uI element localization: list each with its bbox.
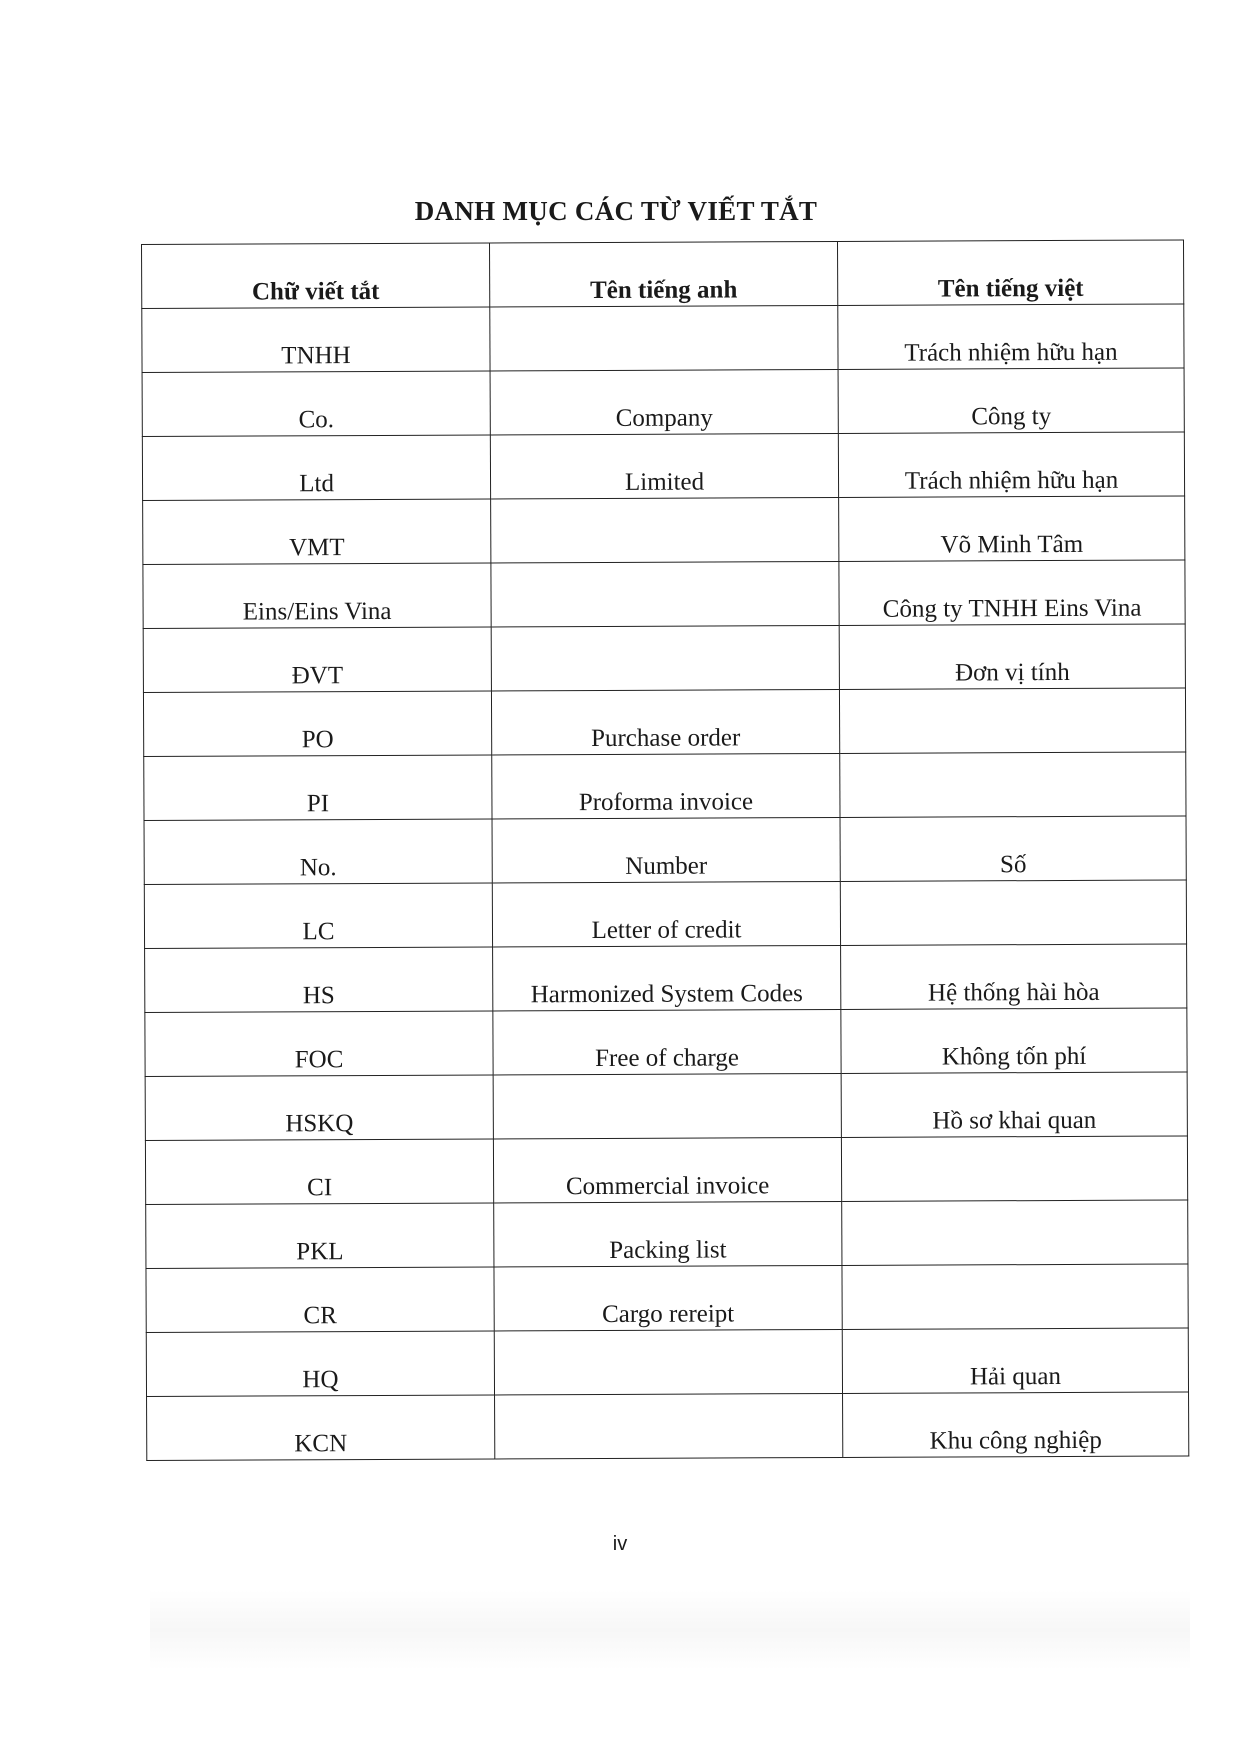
cell-abbreviation: No. [144, 819, 492, 885]
cell-abbreviation: VMT [143, 499, 491, 565]
cell-english-name [490, 305, 838, 371]
scan-artifact [150, 1590, 1190, 1670]
table-row [143, 624, 1185, 693]
page-title-text: DANH MỤC CÁC TỪ VIẾT TẮT [414, 196, 818, 226]
cell-abbreviation: HS [145, 947, 493, 1013]
cell-abbreviation: CR [146, 1267, 494, 1333]
table-row [146, 1200, 1188, 1269]
table-row [142, 432, 1184, 501]
table-row [145, 944, 1187, 1013]
cell-english-name: Letter of credit [492, 881, 840, 947]
cell-abbreviation: TNHH [142, 307, 490, 373]
header-vietnamese-name: Tên tiếng việt [837, 240, 1183, 306]
cell-vietnamese-name [840, 752, 1186, 818]
cell-english-name [494, 1329, 842, 1395]
abbreviations-table [141, 239, 1189, 1461]
cell-vietnamese-name [839, 688, 1185, 754]
table-row [146, 1328, 1188, 1397]
table-row [143, 688, 1185, 757]
page-title [0, 196, 1240, 227]
cell-english-name: Limited [490, 433, 838, 499]
cell-vietnamese-name: Trách nhiệm hữu hạn [838, 304, 1184, 370]
cell-abbreviation: PI [144, 755, 492, 821]
cell-english-name [491, 625, 839, 691]
cell-english-name [493, 1073, 841, 1139]
page-number: iv [612, 1533, 628, 1555]
cell-english-name: Purchase order [491, 689, 839, 755]
header-english-name: Tên tiếng anh [489, 241, 837, 307]
table-row [145, 1072, 1187, 1141]
cell-abbreviation: Co. [142, 371, 490, 437]
cell-abbreviation: FOC [145, 1011, 493, 1077]
cell-vietnamese-name: Đơn vị tính [839, 624, 1185, 690]
cell-vietnamese-name: Trách nhiệm hữu hạn [838, 432, 1184, 498]
table-row [147, 1392, 1189, 1461]
cell-english-name: Harmonized System Codes [493, 945, 841, 1011]
cell-english-name: Commercial invoice [493, 1137, 841, 1203]
cell-english-name: Number [492, 817, 840, 883]
table-body [142, 304, 1189, 1461]
cell-vietnamese-name: Không tốn phí [841, 1008, 1187, 1074]
cell-vietnamese-name: Hồ sơ khai quan [841, 1072, 1187, 1138]
cell-vietnamese-name [842, 1200, 1188, 1266]
cell-vietnamese-name: Công ty [838, 368, 1184, 434]
cell-abbreviation: PKL [146, 1203, 494, 1269]
table-row [143, 496, 1185, 565]
cell-english-name: Free of charge [493, 1009, 841, 1075]
cell-english-name: Company [490, 369, 838, 435]
table-row [144, 752, 1186, 821]
cell-vietnamese-name: Võ Minh Tâm [839, 496, 1185, 562]
cell-abbreviation: HSKQ [145, 1075, 493, 1141]
cell-vietnamese-name: Khu công nghiệp [843, 1392, 1189, 1458]
cell-english-name [495, 1393, 843, 1459]
table-row [144, 816, 1186, 885]
cell-abbreviation: HQ [146, 1331, 494, 1397]
cell-vietnamese-name: Hệ thống hài hòa [841, 944, 1187, 1010]
cell-abbreviation: ĐVT [143, 627, 491, 693]
table-row [142, 368, 1184, 437]
cell-vietnamese-name: Công ty TNHH Eins Vina [839, 560, 1185, 626]
table-row [145, 1008, 1187, 1077]
cell-english-name: Packing list [494, 1201, 842, 1267]
table-row [146, 1264, 1188, 1333]
table-row [145, 1136, 1187, 1205]
cell-abbreviation: KCN [147, 1395, 495, 1461]
cell-abbreviation: CI [145, 1139, 493, 1205]
cell-abbreviation: Ltd [142, 435, 490, 501]
cell-vietnamese-name [840, 880, 1186, 946]
cell-english-name [491, 561, 839, 627]
table-row [144, 880, 1186, 949]
cell-abbreviation: Eins/Eins Vina [143, 563, 491, 629]
cell-abbreviation: LC [144, 883, 492, 949]
table-header-row [142, 240, 1184, 309]
cell-vietnamese-name: Hải quan [842, 1328, 1188, 1394]
cell-vietnamese-name [842, 1264, 1188, 1330]
cell-vietnamese-name [841, 1136, 1187, 1202]
cell-english-name [491, 497, 839, 563]
table-row [143, 560, 1185, 629]
cell-english-name: Cargo rereipt [494, 1265, 842, 1331]
cell-vietnamese-name: Số [840, 816, 1186, 882]
cell-english-name: Proforma invoice [492, 753, 840, 819]
cell-abbreviation: PO [143, 691, 491, 757]
table-row [142, 304, 1184, 373]
header-abbreviation: Chữ viết tắt [142, 243, 490, 309]
